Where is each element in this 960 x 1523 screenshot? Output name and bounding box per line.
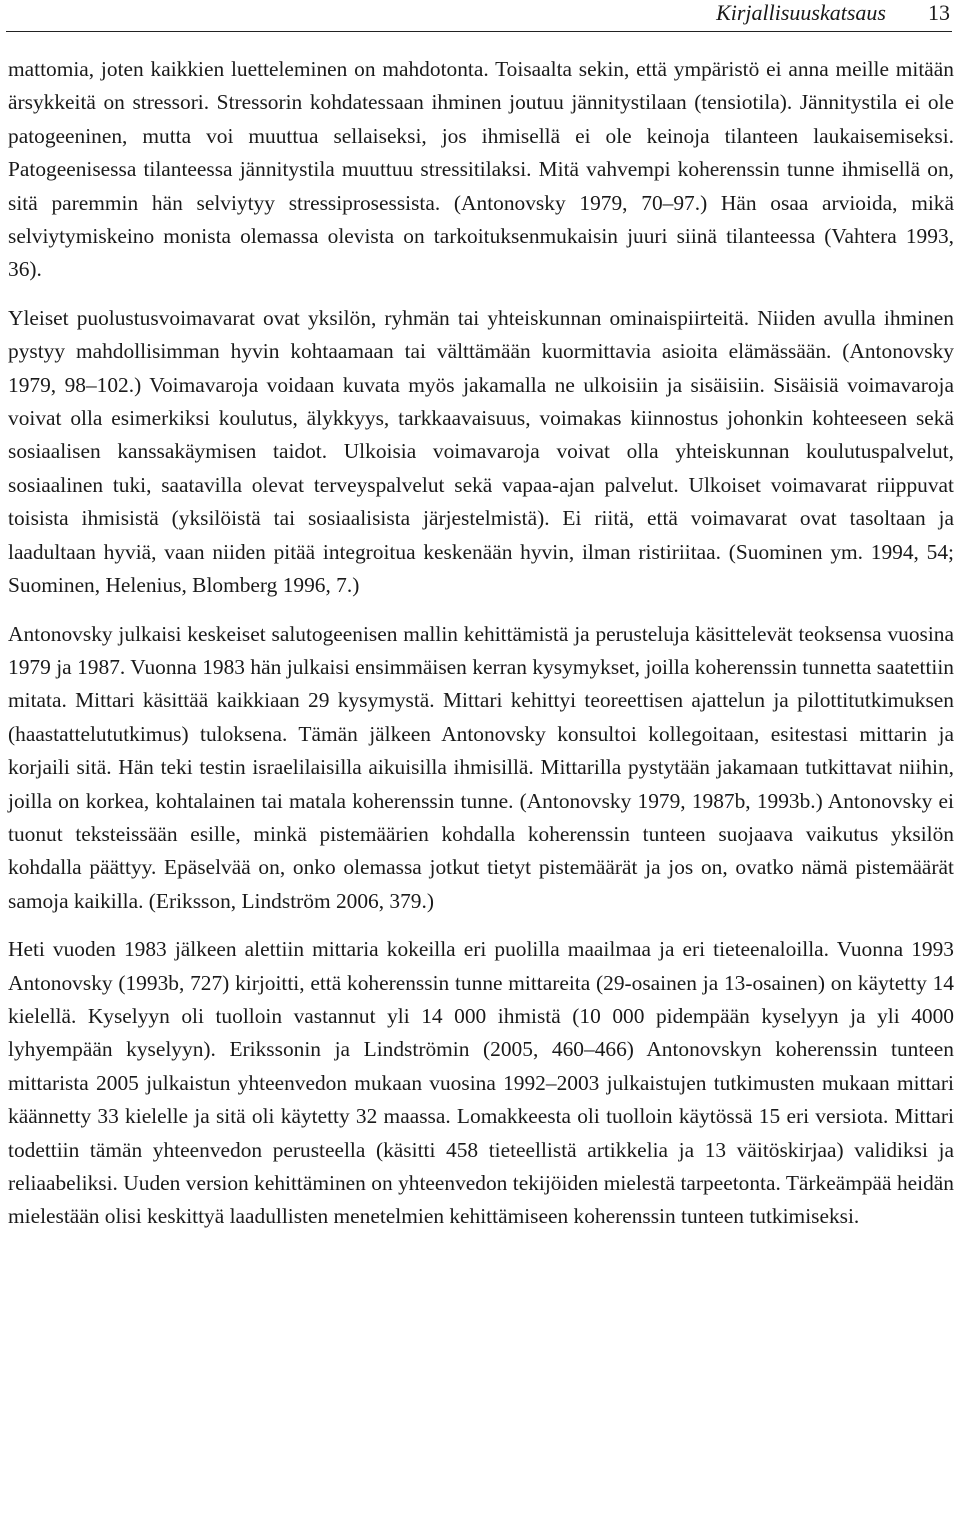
paragraph: mattomia, joten kaikkien luetteleminen on mahdotonta. Toisaalta sekin, että ympäristö ei anna meille mitään ärsykkeitä on stressori. Stressorin kohdatessaan ihminen joutuu jännitystilaan (tensiotila). Jännitystila ei ole patogeeninen, mutta voi muuttua sellaiseksi, jos ihmisellä ei ole keinoja tilanteen laukaisemiseksi. Patogeenisessa tilanteessa jännitystila muuttuu stressitilaksi. Mitä vahvempi koherenssin tunne ihmisellä on, sitä paremmin hän selviytyy stressiprosessista. (Antonovsky 1979, 70–97.) Hän osaa arvioida, mikä selviytymiskeino monista olemassa olevista on tarkoituksenmukaisin juuri siinä tilanteessa (Vahtera 1993, 36). [8, 57, 954, 282]
paragraph: Yleiset puolustusvoimavarat ovat yksilön, ryhmän tai yhteiskunnan ominaispiirteitä. Niiden avulla ihminen pystyy mahdollisimman hyvin kohtaamaan tai välttämään kuormittavia asioita elämässään. (Antonovsky 1979, 98–102.) Voimavaroja voidaan kuvata myös jakamalla ne ulkoisiin ja sisäisiin. Sisäisiä voimavaroja voivat olla esimerkiksi koulutus, älykkyys, tarkkaavaisuus, voimakas kiinnostus johonkin kohteeseen sekä sosiaalisen kanssakäymisen taidot. Ulkoisia voimavaroja voivat olla yhteiskunnan koulutuspalvelut, sosiaalinen tuki, saatavilla olevat terveyspalvelut sekä vapaa-ajan palvelut. Ulkoiset voimavarat riippuvat toisista ihmisistä (yksilöistä tai sosiaalisista järjestelmistä). Ei riitä, että voimavarat ovat tasoltaan ja laadultaan hyviä, vaan niiden pitää integroitua keskenään hyvin, ilman ristiriitaa. (Suominen ym. 1994, 54; Suominen, Helenius, Blomberg 1996, 7.) [8, 305, 954, 598]
paragraph: Antonovsky julkaisi keskeiset salutogeenisen mallin kehittämistä ja perusteluja käsittelevät teoksensa vuosina 1979 ja 1987. Vuonna 1983 hän julkaisi ensimmäisen kerran kysymykset, joilla koherenssin tunnetta saatettiin mitata. Mittari käsittää kaikkiaan 29 kysymystä. Mittari kehittyi teoreettisen ajattelun ja pilottitutkimuksen (haastattelututkimus) tuloksena. Tämän jälkeen Antonovsky konsultoi kollegoitaan, esitestasi mittarin ja korjaili sitä. Hän teki testin israelilaisilla aikuisilla ihmisillä. Mittarilla pystytään jakamaan tutkittavat niihin, joilla on korkea, kohtalainen tai matala koherenssin tunne. (Antonovsky 1979, 1987b, 1993b.) Antonovsky ei tuonut teksteissään esille, minkä pistemäärien kohdalla koherenssin tunteen suojaava vaikutus yksilön kohdalla päättyy. Epäselvää on, onko olemassa jotkut tietyt pistemäärät ja jos on, ovatko nämä pistemäärät samoja kaikilla. (Eriksson, Lindström 2006, 379.) [8, 621, 954, 913]
page-header [6, 0, 952, 32]
page-number: 13 [928, 0, 950, 25]
running-title: Kirjallisuuskatsaus [716, 0, 886, 25]
body-text [8, 53, 954, 1234]
paragraph: Heti vuoden 1983 jälkeen alettiin mittaria kokeilla eri puolilla maailmaa ja eri tieteenaloilla. Vuonna 1993 Antonovsky (1993b, 727) kirjoitti, että koherenssin tunne mittareita (29-osainen ja 13-osainen) on käytetty 14 kielellä. Kyselyyn oli tuolloin vastannut yli 14 000 ihmistä (10 000 pidempään kyselyyn ja yli 4000 lyhyempään kyselyyn). Erikssonin ja Lindströmin (2005, 460–466) Antonovskyn koherenssin tunteen mittarista 2005 julkaistun yhteenvedon mukaan vuosina 1992–2003 julkaistujen tutkimusten mukaan mittari käännetty 33 kielelle ja sitä oli käytetty 32 maassa. Lomakkeesta oli tuolloin käytössä 15 eri versiota. Mittari todettiin tämän yhteenvedon perusteella (käsitti 458 tieteellistä artikkelia ja 13 väitöskirjaa) validiksi ja reliaabeliksi. Uuden version kehittäminen on yhteenvedon tekijöiden mielestä tarpeetonta. Tärkeämpää heidän mielestään olisi keskittyä laadullisten menetelmien kehittämiseen koherenssin tunteen tutkimiseksi. [8, 937, 954, 1229]
